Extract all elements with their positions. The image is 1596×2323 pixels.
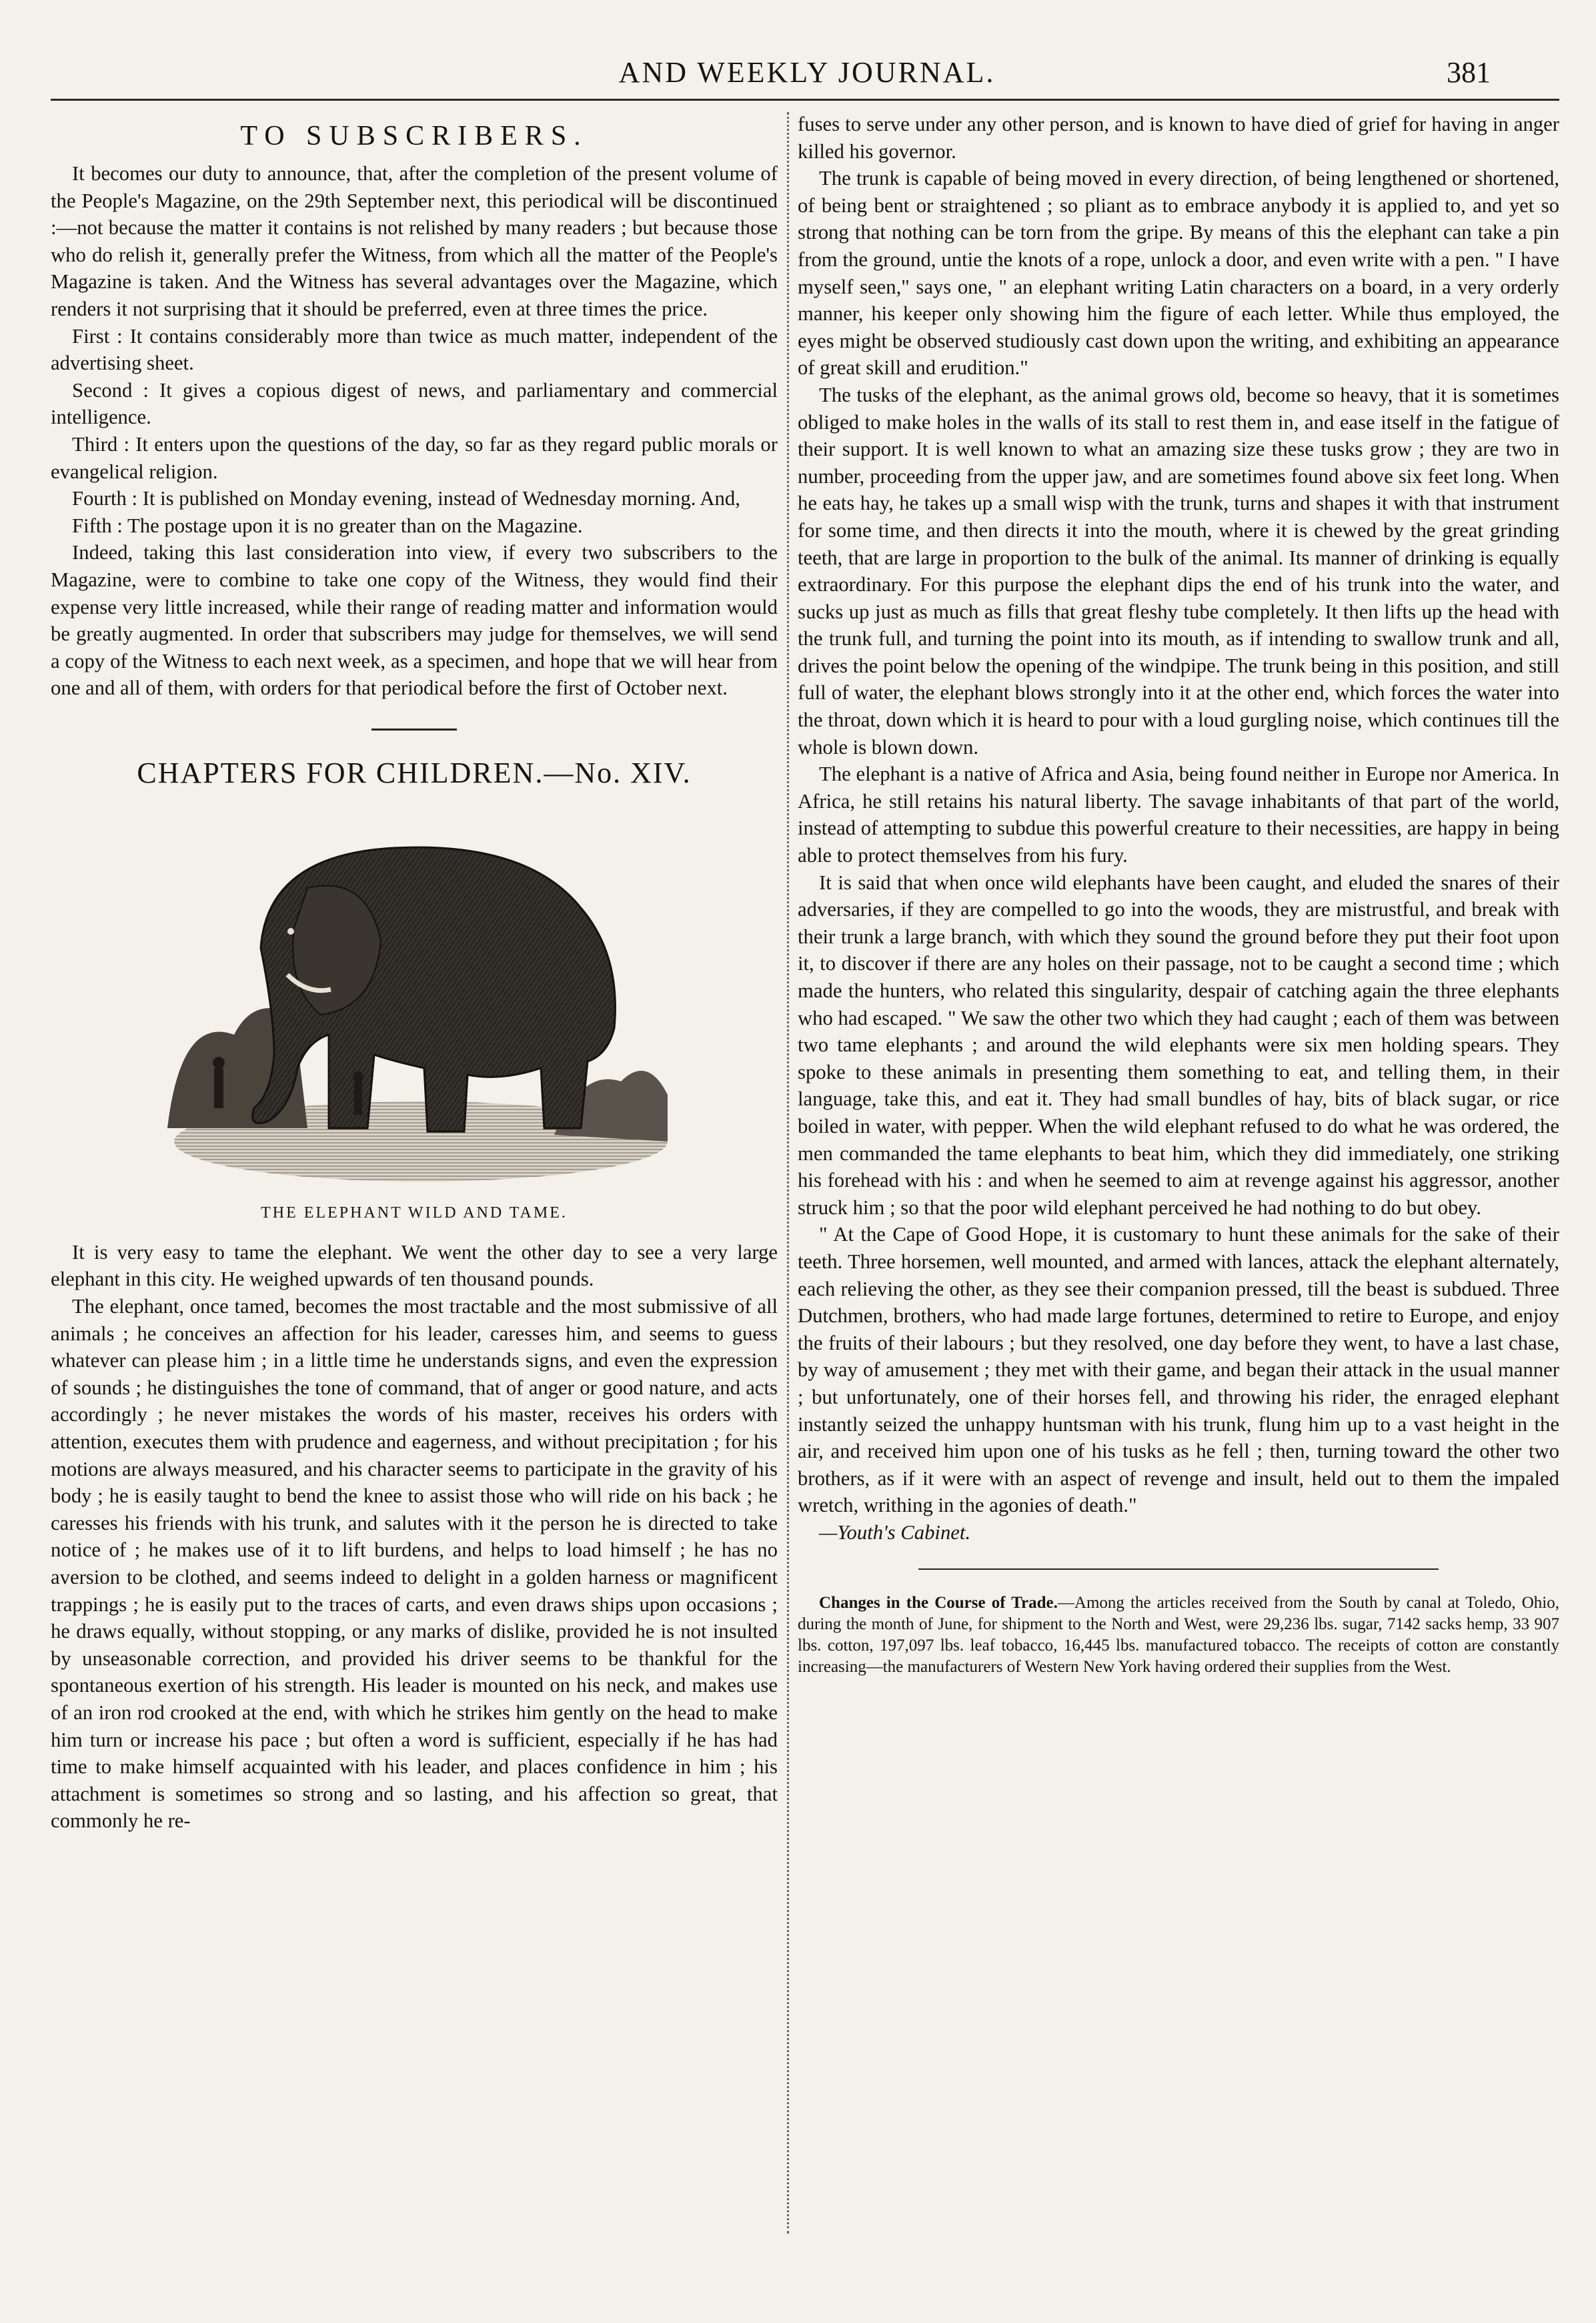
elephant-illustration — [154, 815, 674, 1188]
subscribers-item — [51, 377, 778, 431]
right-column — [798, 111, 1559, 1678]
figure-man — [214, 1068, 223, 1108]
subscribers-item — [51, 323, 778, 377]
chapter-paragraph: It is very easy to tame the elephant. We went the other day to see a very large elephant in this city. He weighed upwards of ten thousand pounds. — [51, 1240, 778, 1291]
trade-note-text: —Among the articles received from the South by canal at Toledo, Ohio, during the month of June, for shipment to the North and West, were 29,236 lbs. sugar, 7142 sacks hemp, 33 907 lbs. cotton, 197,097 lbs. leaf tobacco, 16,445 lbs. manufactured tobacco. The receipts of cotton are constantly increasing—the manufacturers of Western New York having ordered their supplies from the West. — [798, 1594, 1559, 1677]
section-rule — [371, 729, 457, 731]
figure-man-head — [213, 1057, 225, 1069]
item-label: Fourth : — [72, 487, 138, 510]
elephant-eye — [287, 928, 294, 935]
figure-man — [354, 1081, 362, 1115]
chapter-paragraph: It is said that when once wild elephants have been caught, and eluded the snares of their adversaries, if they are compelled to go into the woods, they are mistrustful, and break with their trunk a large branch, with which they sound the ground before they put their foot upon it, to discover if there are any holes on their passage, not to be caught a second time ; which made the hunters, who related this singularity, despair of catching again the three elephants who had escaped. " We saw the other two which they had caught ; each of them was between two tame elephants ; and around the wild elephants were six men holding spears. They spoke to these animals in presenting them something to eat, and telling them, in their language, take this, and eat it. They had small bundles of hay, bits of black sugar, or rice boiled in water, with pepper. When the wild elephant refused to do what he was ordered, the men commanded the tame elephants to beat him, which they did immediately, one striking his forehead with his : and when he seemed to aim at revenge against his aggressor, another struck him ; so that the poor wild elephant perceived he had nothing to do but obey. — [798, 871, 1559, 1219]
item-label: Third : — [72, 432, 129, 456]
subscribers-closing: Indeed, taking this last consideration into view, if every two subscribers to the Magazine, were to combine to take one copy of the Witness, they would find their expense very little increased, while their range of reading matter and information would be greatly augmented. In order that subscribers may judge for themselves, we will send a copy of the Witness to each next week, as a specimen, and hope that we will hear from one and all of them, with orders for that periodical before the first of October next. — [51, 541, 778, 700]
header-rule — [51, 99, 1559, 101]
note-rule — [918, 1568, 1439, 1570]
page-number: 381 — [1447, 56, 1491, 89]
subscribers-item — [51, 512, 778, 540]
item-label: Second : — [72, 378, 149, 402]
item-label: First : — [72, 324, 123, 348]
subscribers-heading: TO SUBSCRIBERS. — [240, 121, 588, 151]
chapter-paragraph: The elephant, once tamed, becomes the most tractable and the most submissive of all animals ; he conceives an affection for his leader, caresses him, and seems to guess whatever can please him ; in a little time he understands signs, and even the expression of sounds ; he distinguishes the tone of command, that of anger or good nature, and acts accordingly ; he never mistakes the words of his master, receives his orders with attention, executes them with prudence and eagerness, and without precipitation ; for his motions are always measured, and his character seems to participate in the gravity of his body ; he is easily taught to bend the knee to assist those who will ride on his back ; he caresses his friends with his trunk, and salutes with it the person he is directed to take notice of ; he makes use of it to lift burdens, and helps to load himself ; he has no aversion to be clothed, and seems indeed to delight in a golden harness or magnificent trappings ; he is easily put to the traces of carts, and even draws ships upon occasions ; he draws equally, without stopping, or any marks of dislike, provided he is not insulted by unseasonable correction, and provided his driver seems to be thankful for the spontaneous exertion of his strength. His leader is mounted on his neck, and makes use of an iron rod crooked at the end, with which he strikes him gently on the head to make him turn or increase his pace ; but often a word is sufficient, especially if he has had time to make himself acquainted with his leader, and places confidence in him ; his attachment is sometimes so strong and so lasting, and his affection so great, that commonly he re- — [51, 1295, 778, 1833]
item-label: Fifth : — [72, 514, 123, 537]
item-text: It enters upon the questions of the day, so far as they regard public morals or evangelical religion. — [51, 432, 778, 483]
running-head: AND WEEKLY JOURNAL. — [618, 56, 996, 89]
elephant-figure — [154, 815, 674, 1188]
subscribers-intro: It becomes our duty to announce, that, after the completion of the present volume of the People's Magazine, on the 29th September next, this periodical will be discontinued :—not because the matter it contains is not relished by many readers ; but because those who do relish it, generally prefer the Witness, from which all the matter of the People's Magazine is taken. And the Witness has several advantages over the Magazine, which renders it not surprising that it should be preferred, even at three times the price. — [51, 162, 778, 320]
figure-man-head — [353, 1071, 363, 1082]
figure-caption: THE ELEPHANT WILD AND TAME. — [261, 1204, 568, 1222]
trade-note — [798, 1592, 1559, 1678]
chapter-paragraph: The elephant is a native of Africa and Asia, being found neither in Europe nor America. In Africa, he still retains his natural liberty. The savage inhabitants of that part of the world, instead of attempting to subdue this powerful creature to their necessities, are happy in being able to protect themselves from his fury. — [798, 763, 1559, 867]
left-column — [51, 111, 778, 1835]
subscribers-item — [51, 485, 778, 512]
chapter-paragraph: The trunk is capable of being moved in every direction, of being lengthened or shortened, of being bent or straightened ; so pliant as to embrace anybody it is applied to, and yet so strong that nothing can be torn from the gripe. By means of this the elephant can take a pin from the ground, untie the knots of a rope, unlock a door, and even write with a pen. " I have myself seen," says one, " an elephant writing Latin characters on a board, in a very orderly manner, his keeper only showing him the figure of each letter. While thus employed, the eyes might be observed studiously cast down upon the writing, and exhibiting an appearance of great skill and erudition." — [798, 167, 1559, 380]
trade-note-lead: Changes in the Course of Trade. — [819, 1594, 1058, 1612]
item-text: It is published on Monday evening, instead of Wednesday morning. And, — [142, 487, 740, 510]
item-text: It gives a copious digest of news, and parliamentary and commercial intelligence. — [51, 378, 778, 429]
chapter-paragraph: The tusks of the elephant, as the animal grows old, become so heavy, that it is sometimes obliged to make holes in the walls of its stall to rest them in, and ease itself in the fatigue of their support. It is well known to what an amazing size these tusks grow ; they are two in number, proceeding from the upper jaw, and are sometimes found above six feet long. When he eats hay, he takes up a small wisp with the trunk, turns and shapes it with that instrument for some time, and then directs it into the mouth, where it is chewed by the great grinding teeth, that are large in proportion to the bulk of the animal. Its manner of drinking is equally extraordinary. For this purpose the elephant dips the end of his trunk into the water, and sucks up just as much as fills that great fleshy tube completely. It then lifts up the head with the trunk full, and turning the point into its mouth, as if intending to swallow trunk and all, drives the point below the opening of the windpipe. The trunk being in this position, and still full of water, the elephant blows strongly into it at the other end, which forces the water into the throat, down which it is heard to pour with a loud gurgling noise, which continues till the whole is blown down. — [798, 383, 1559, 759]
column-divider — [787, 112, 789, 2234]
item-text: It contains considerably more than twice as much matter, independent of the advertising sheet. — [51, 324, 778, 375]
item-text: The postage upon it is no greater than on the Magazine. — [127, 514, 583, 537]
chapter-paragraph: fuses to serve under any other person, and is known to have died of grief for having in anger killed his governor. — [798, 113, 1559, 163]
chapter-paragraph: " At the Cape of Good Hope, it is customary to hunt these animals for the sake of their teeth. Three horsemen, well mounted, and armed with lances, attack the elephant alternately, each relieving the other, as they see their companion pressed, till the beast is subdued. Three Dutchmen, brothers, who had made large fortunes, determined to retire to Europe, and enjoy the fruits of their labours ; but they resolved, one day before they went, to have a last chase, by way of amusement ; they met with their game, and began their attack in the usual manner ; but unfortunately, one of their horses fell, and throwing his rider, the enraged elephant instantly seized the unhappy huntsman with his trunk, flung him up to a vast height in the air, and received him upon one of his tusks as he fell ; then, turning toward the other two brothers, as if it were with an aspect of revenge and insult, held out to them the impaled wretch, writhing in the agonies of death." — [798, 1223, 1559, 1517]
source-credit: —Youth's Cabinet. — [819, 1520, 971, 1544]
chapter-title: CHAPTERS FOR CHILDREN.—No. XIV. — [137, 756, 692, 789]
subscribers-item — [51, 431, 778, 485]
